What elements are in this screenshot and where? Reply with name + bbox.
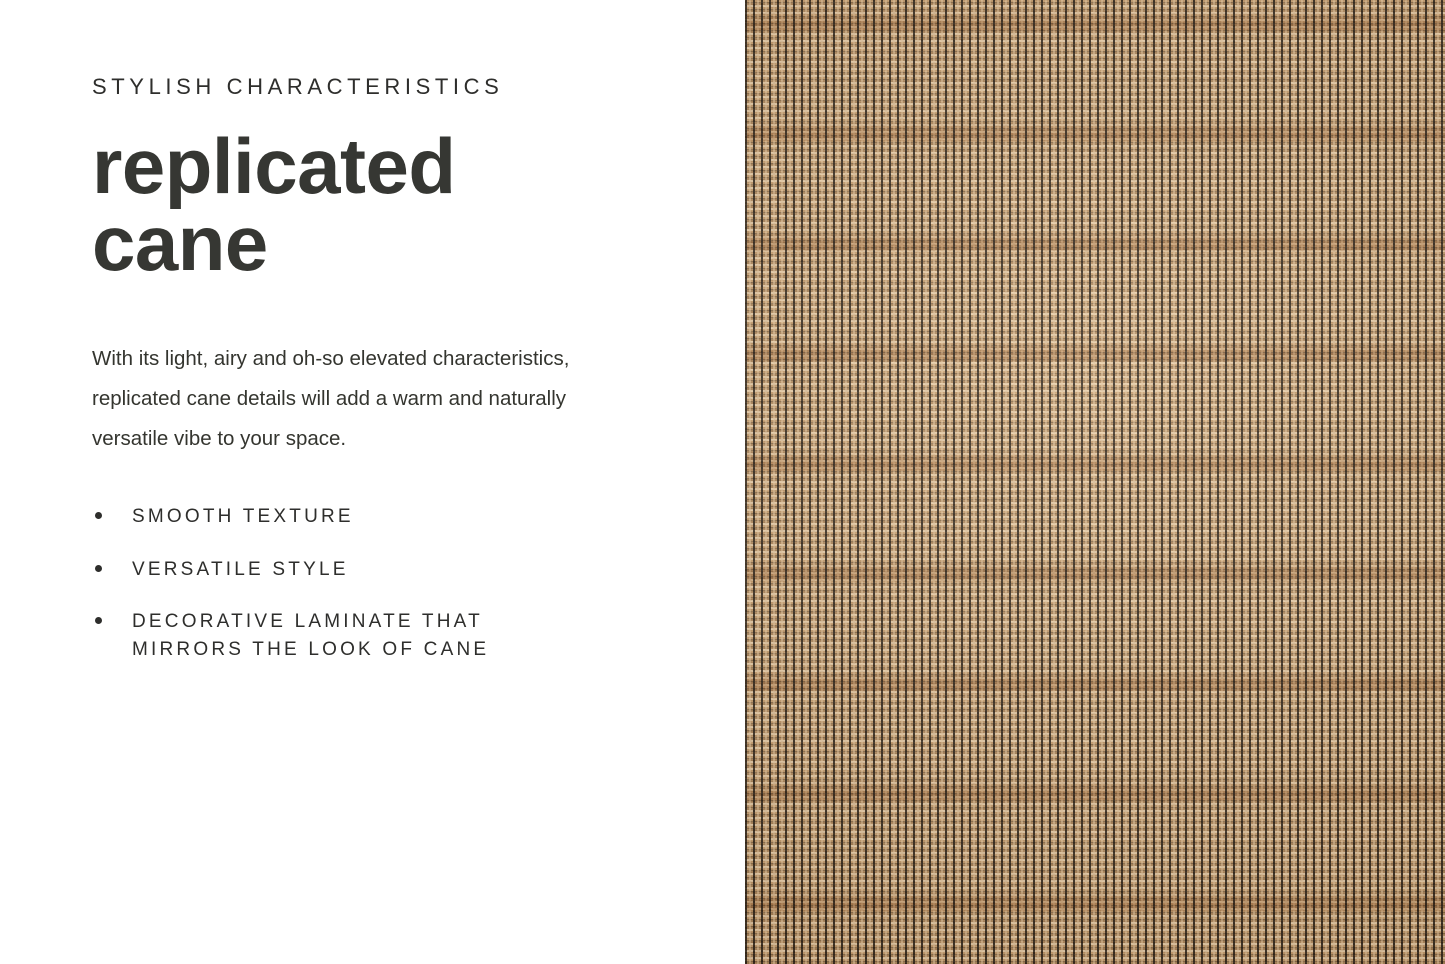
list-item-label: SMOOTH TEXTURE — [132, 506, 354, 528]
cane-texture-image — [745, 0, 1445, 964]
list-item — [92, 556, 692, 584]
list-item-label: VERSATILE STYLE — [132, 558, 349, 580]
bullet-dot-icon — [95, 565, 102, 572]
list-item — [92, 608, 692, 663]
list-item — [92, 503, 692, 531]
list-item-label: DECORATIVE LAMINATE THAT MIRRORS THE LOOK OF CANE — [132, 611, 490, 660]
description-paragraph: With its light, airy and oh-so elevated characteristics, replicated cane details will add a warm and naturally versatile vibe to your space. — [92, 347, 570, 451]
weave-horizontal-bands — [745, 0, 1445, 964]
bullet-dot-icon — [95, 512, 102, 519]
bullet-dot-icon — [95, 617, 102, 624]
text-content — [92, 74, 692, 688]
page-title: replicated cane — [92, 122, 456, 287]
feature-list — [92, 503, 692, 663]
eyebrow-label: STYLISH CHARACTERISTICS — [92, 74, 504, 99]
